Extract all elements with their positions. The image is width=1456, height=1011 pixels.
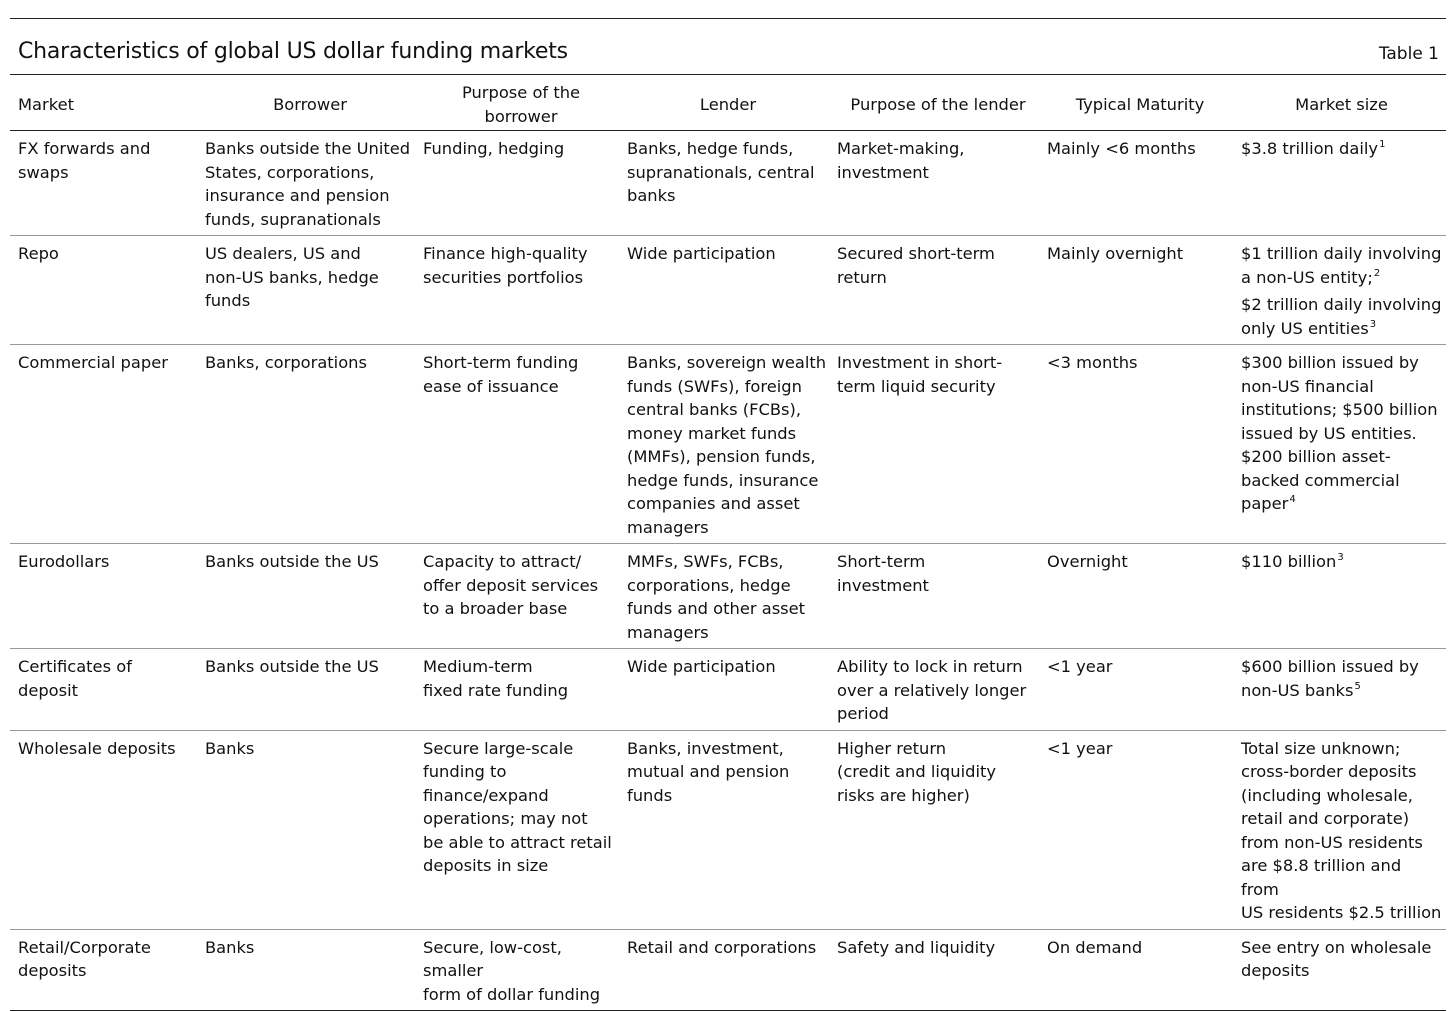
cell-maturity bbox=[1043, 345, 1237, 544]
cell-line: period bbox=[837, 704, 889, 723]
title-row bbox=[10, 19, 1446, 75]
cell-line: Investment in short- bbox=[837, 353, 1003, 372]
cell-lender bbox=[623, 649, 833, 731]
cell-size bbox=[1237, 649, 1446, 731]
cell-line: See entry on wholesale bbox=[1241, 937, 1432, 957]
cell-maturity bbox=[1043, 131, 1237, 236]
cell-lender bbox=[623, 730, 833, 929]
cell-line: supranationals, central bbox=[627, 162, 815, 182]
header-market: Market bbox=[18, 94, 74, 114]
table-container bbox=[10, 18, 1446, 1011]
size-text: paper bbox=[1241, 494, 1289, 513]
cell-line: managers bbox=[627, 622, 709, 642]
cell-line: banks bbox=[627, 186, 676, 205]
cell-line: Retail/Corporate bbox=[18, 937, 151, 957]
footnote-marker: 2 bbox=[1373, 267, 1381, 279]
cell-line: Short-term bbox=[837, 552, 926, 571]
cell-line: finance/expand bbox=[423, 785, 549, 805]
table-row bbox=[10, 236, 1446, 345]
cell-line: companies and asset bbox=[627, 494, 800, 513]
cell-maturity bbox=[1043, 929, 1237, 1011]
cell-line: Mainly overnight bbox=[1047, 244, 1184, 263]
cell-purpose-borrower bbox=[419, 345, 623, 544]
cell-line: Secure large-scale bbox=[423, 738, 574, 758]
cell-line: corporations, hedge bbox=[627, 575, 791, 595]
cell-line: Banks, sovereign wealth bbox=[627, 353, 827, 372]
cell-line: investment bbox=[837, 162, 929, 182]
cell-line: Certificates of deposit bbox=[18, 657, 132, 700]
cell-lender bbox=[623, 544, 833, 649]
cell-line: Eurodollars bbox=[18, 552, 110, 571]
cell-line: funding to bbox=[423, 762, 507, 781]
cell-line: Banks bbox=[205, 937, 255, 957]
cell-market bbox=[10, 345, 201, 544]
cell-purpose-borrower bbox=[419, 236, 623, 345]
cell-line: from non-US residents bbox=[1241, 832, 1423, 852]
cell-line: States, corporations, bbox=[205, 162, 375, 182]
table-row bbox=[10, 544, 1446, 649]
cell-size bbox=[1237, 131, 1446, 236]
cell-line: deposits in size bbox=[423, 856, 549, 875]
cell-purpose-borrower bbox=[419, 544, 623, 649]
cell-line: <1 year bbox=[1047, 657, 1113, 676]
cell-line: MMFs, SWFs, FCBs, bbox=[627, 552, 784, 571]
cell-line: cross-border deposits bbox=[1241, 762, 1417, 781]
table-row bbox=[10, 730, 1446, 929]
cell-line: hedge funds, insurance bbox=[627, 470, 819, 490]
cell-line: be able to attract retail bbox=[423, 832, 612, 852]
cell-line: Medium-term bbox=[423, 657, 533, 676]
cell-line: On demand bbox=[1047, 937, 1143, 957]
cell-line: Commercial paper bbox=[18, 353, 168, 372]
cell-line: Short-term funding bbox=[423, 353, 579, 372]
cell-line: Repo bbox=[18, 244, 59, 263]
header-purpose-borrower: Purpose of the borrower bbox=[461, 83, 581, 126]
cell-line: institutions; $500 billion bbox=[1241, 400, 1438, 419]
table-number-label: Table 1 bbox=[1378, 44, 1439, 64]
cell-maturity bbox=[1043, 730, 1237, 929]
cell-line: Total size unknown; bbox=[1241, 738, 1401, 758]
cell-line: Wide participation bbox=[627, 657, 776, 676]
table-title: Characteristics of global US dollar funding markets bbox=[18, 39, 568, 64]
cell-line: Overnight bbox=[1047, 552, 1128, 571]
cell-line: investment bbox=[837, 575, 929, 595]
cell-lender bbox=[623, 929, 833, 1011]
cell-purpose-borrower bbox=[419, 131, 623, 236]
table-row bbox=[10, 131, 1446, 236]
cell-size bbox=[1237, 929, 1446, 1011]
cell-line: US dealers, US and bbox=[205, 244, 361, 263]
cell-line: deposits bbox=[1241, 961, 1310, 980]
cell-line: deposits bbox=[18, 961, 87, 980]
cell-line: Funding, hedging bbox=[423, 139, 565, 158]
size-text: $110 billion bbox=[1241, 552, 1337, 571]
cell-line: $300 billion issued by bbox=[1241, 353, 1419, 372]
header-row bbox=[10, 75, 1446, 131]
cell-borrower bbox=[201, 236, 419, 345]
cell-line: Banks bbox=[205, 738, 255, 758]
footnote-marker: 3 bbox=[1337, 552, 1344, 563]
cell-size bbox=[1237, 730, 1446, 929]
footnote-marker: 3 bbox=[1369, 318, 1377, 330]
cell-line: issued by US entities. bbox=[1241, 423, 1417, 443]
table-row bbox=[10, 929, 1446, 1011]
footnote-marker: 1 bbox=[1379, 139, 1386, 150]
cell-line: term liquid security bbox=[837, 376, 996, 396]
cell-line: Banks outside the United bbox=[205, 139, 411, 158]
footnote-marker: 5 bbox=[1354, 680, 1361, 692]
cell-line: managers bbox=[627, 517, 709, 537]
cell-line: Capacity to attract/ bbox=[423, 552, 582, 571]
cell-line: Finance high-quality bbox=[423, 244, 588, 263]
cell-market bbox=[10, 649, 201, 731]
cell-purpose-lender bbox=[833, 236, 1043, 345]
cell-line: Secure, low-cost, smaller bbox=[423, 937, 562, 980]
cell-purpose-lender bbox=[833, 649, 1043, 731]
cell-line: Banks outside the US bbox=[205, 552, 379, 571]
cell-size bbox=[1237, 345, 1446, 544]
cell-line: insurance and pension bbox=[205, 186, 390, 205]
size-text: a non-US entity; bbox=[1241, 267, 1373, 287]
cell-lender bbox=[623, 345, 833, 544]
cell-borrower bbox=[201, 929, 419, 1011]
funding-markets-table bbox=[10, 75, 1446, 1011]
cell-market bbox=[10, 131, 201, 236]
cell-line: non-US financial bbox=[1241, 376, 1374, 396]
size-text: only US entities bbox=[1241, 318, 1369, 338]
header-lender: Lender bbox=[699, 94, 757, 114]
cell-line: Market-making, bbox=[837, 139, 965, 158]
cell-line bbox=[1241, 679, 1442, 703]
cell-line: FX forwards and swaps bbox=[18, 139, 151, 182]
cell-line: Banks, investment, bbox=[627, 738, 784, 758]
cell-line: risks are higher) bbox=[837, 785, 970, 805]
cell-line: central banks (FCBs), bbox=[627, 400, 802, 419]
table-row bbox=[10, 649, 1446, 731]
cell-line bbox=[1241, 317, 1442, 341]
cell-line: Ability to lock in return bbox=[837, 657, 1023, 676]
cell-market bbox=[10, 236, 201, 345]
cell-line: Retail and corporations bbox=[627, 937, 817, 957]
cell-line: (including wholesale, bbox=[1241, 785, 1413, 805]
cell-line: non-US banks, hedge bbox=[205, 267, 379, 287]
cell-line bbox=[1241, 266, 1442, 290]
cell-line: <1 year bbox=[1047, 738, 1113, 758]
cell-line: (MMFs), pension funds, bbox=[627, 447, 816, 466]
cell-lender bbox=[623, 131, 833, 236]
cell-line: Secured short-term bbox=[837, 244, 995, 263]
cell-line: Wholesale deposits bbox=[18, 738, 176, 758]
cell-line: form of dollar funding bbox=[423, 984, 601, 1004]
cell-market bbox=[10, 730, 201, 929]
cell-purpose-lender bbox=[833, 544, 1043, 649]
cell-line: backed commercial bbox=[1241, 470, 1400, 490]
cell-line bbox=[1241, 137, 1442, 161]
cell-purpose-lender bbox=[833, 131, 1043, 236]
header-borrower: Borrower bbox=[273, 94, 347, 114]
cell-purpose-lender bbox=[833, 730, 1043, 929]
cell-line: ease of issuance bbox=[423, 376, 559, 396]
cell-borrower bbox=[201, 649, 419, 731]
cell-line bbox=[1241, 550, 1442, 574]
cell-purpose-borrower bbox=[419, 929, 623, 1011]
cell-line: securities portfolios bbox=[423, 267, 584, 287]
cell-purpose-lender bbox=[833, 929, 1043, 1011]
cell-line: Higher return bbox=[837, 738, 947, 758]
cell-lender bbox=[623, 236, 833, 345]
cell-line: Banks outside the US bbox=[205, 657, 379, 676]
cell-line: are $8.8 trillion and from bbox=[1241, 856, 1402, 899]
header-purpose-lender: Purpose of the lender bbox=[850, 94, 1026, 114]
cell-borrower bbox=[201, 730, 419, 929]
size-text: non-US banks bbox=[1241, 680, 1354, 700]
cell-line bbox=[1241, 492, 1442, 516]
cell-maturity bbox=[1043, 649, 1237, 731]
size-text: $3.8 trillion daily bbox=[1241, 139, 1379, 158]
cell-purpose-lender bbox=[833, 345, 1043, 544]
footnote-marker: 4 bbox=[1289, 494, 1296, 505]
cell-line: over a relatively longer bbox=[837, 680, 1027, 700]
cell-line: fixed rate funding bbox=[423, 680, 569, 700]
cell-borrower bbox=[201, 544, 419, 649]
cell-line: Banks, corporations bbox=[205, 353, 367, 372]
cell-borrower bbox=[201, 345, 419, 544]
header-maturity: Typical Maturity bbox=[1075, 94, 1205, 114]
cell-market bbox=[10, 544, 201, 649]
cell-line: Safety and liquidity bbox=[837, 937, 996, 957]
cell-line: operations; may not bbox=[423, 809, 588, 828]
cell-size bbox=[1237, 544, 1446, 649]
cell-maturity bbox=[1043, 544, 1237, 649]
cell-market bbox=[10, 929, 201, 1011]
cell-purpose-borrower bbox=[419, 730, 623, 929]
cell-line: funds (SWFs), foreign bbox=[627, 376, 802, 396]
cell-size bbox=[1237, 236, 1446, 345]
cell-line: $600 billion issued by bbox=[1241, 657, 1419, 676]
cell-line: return bbox=[837, 267, 887, 287]
cell-line: Banks, hedge funds, bbox=[627, 139, 794, 158]
cell-maturity bbox=[1043, 236, 1237, 345]
header-size: Market size bbox=[1295, 94, 1388, 114]
cell-line: offer deposit services bbox=[423, 575, 599, 595]
cell-line: mutual and pension bbox=[627, 762, 790, 781]
cell-line: (credit and liquidity bbox=[837, 762, 996, 781]
cell-line: <3 months bbox=[1047, 353, 1138, 372]
cell-line: $200 billion asset- bbox=[1241, 447, 1391, 466]
cell-line: money market funds bbox=[627, 423, 797, 443]
cell-purpose-borrower bbox=[419, 649, 623, 731]
cell-line: $1 trillion daily involving bbox=[1241, 244, 1442, 263]
table-row bbox=[10, 345, 1446, 544]
cell-line: funds, supranationals bbox=[205, 209, 381, 229]
cell-line: Mainly <6 months bbox=[1047, 139, 1196, 158]
cell-line: funds bbox=[205, 291, 251, 310]
cell-line: retail and corporate) bbox=[1241, 809, 1410, 828]
cell-line: Wide participation bbox=[627, 244, 776, 263]
cell-line: funds and other asset bbox=[627, 599, 806, 618]
cell-line: US residents $2.5 trillion bbox=[1241, 903, 1442, 922]
cell-line: to a broader base bbox=[423, 599, 568, 618]
cell-line: $2 trillion daily involving bbox=[1241, 295, 1442, 314]
cell-line: funds bbox=[627, 785, 673, 805]
cell-borrower bbox=[201, 131, 419, 236]
